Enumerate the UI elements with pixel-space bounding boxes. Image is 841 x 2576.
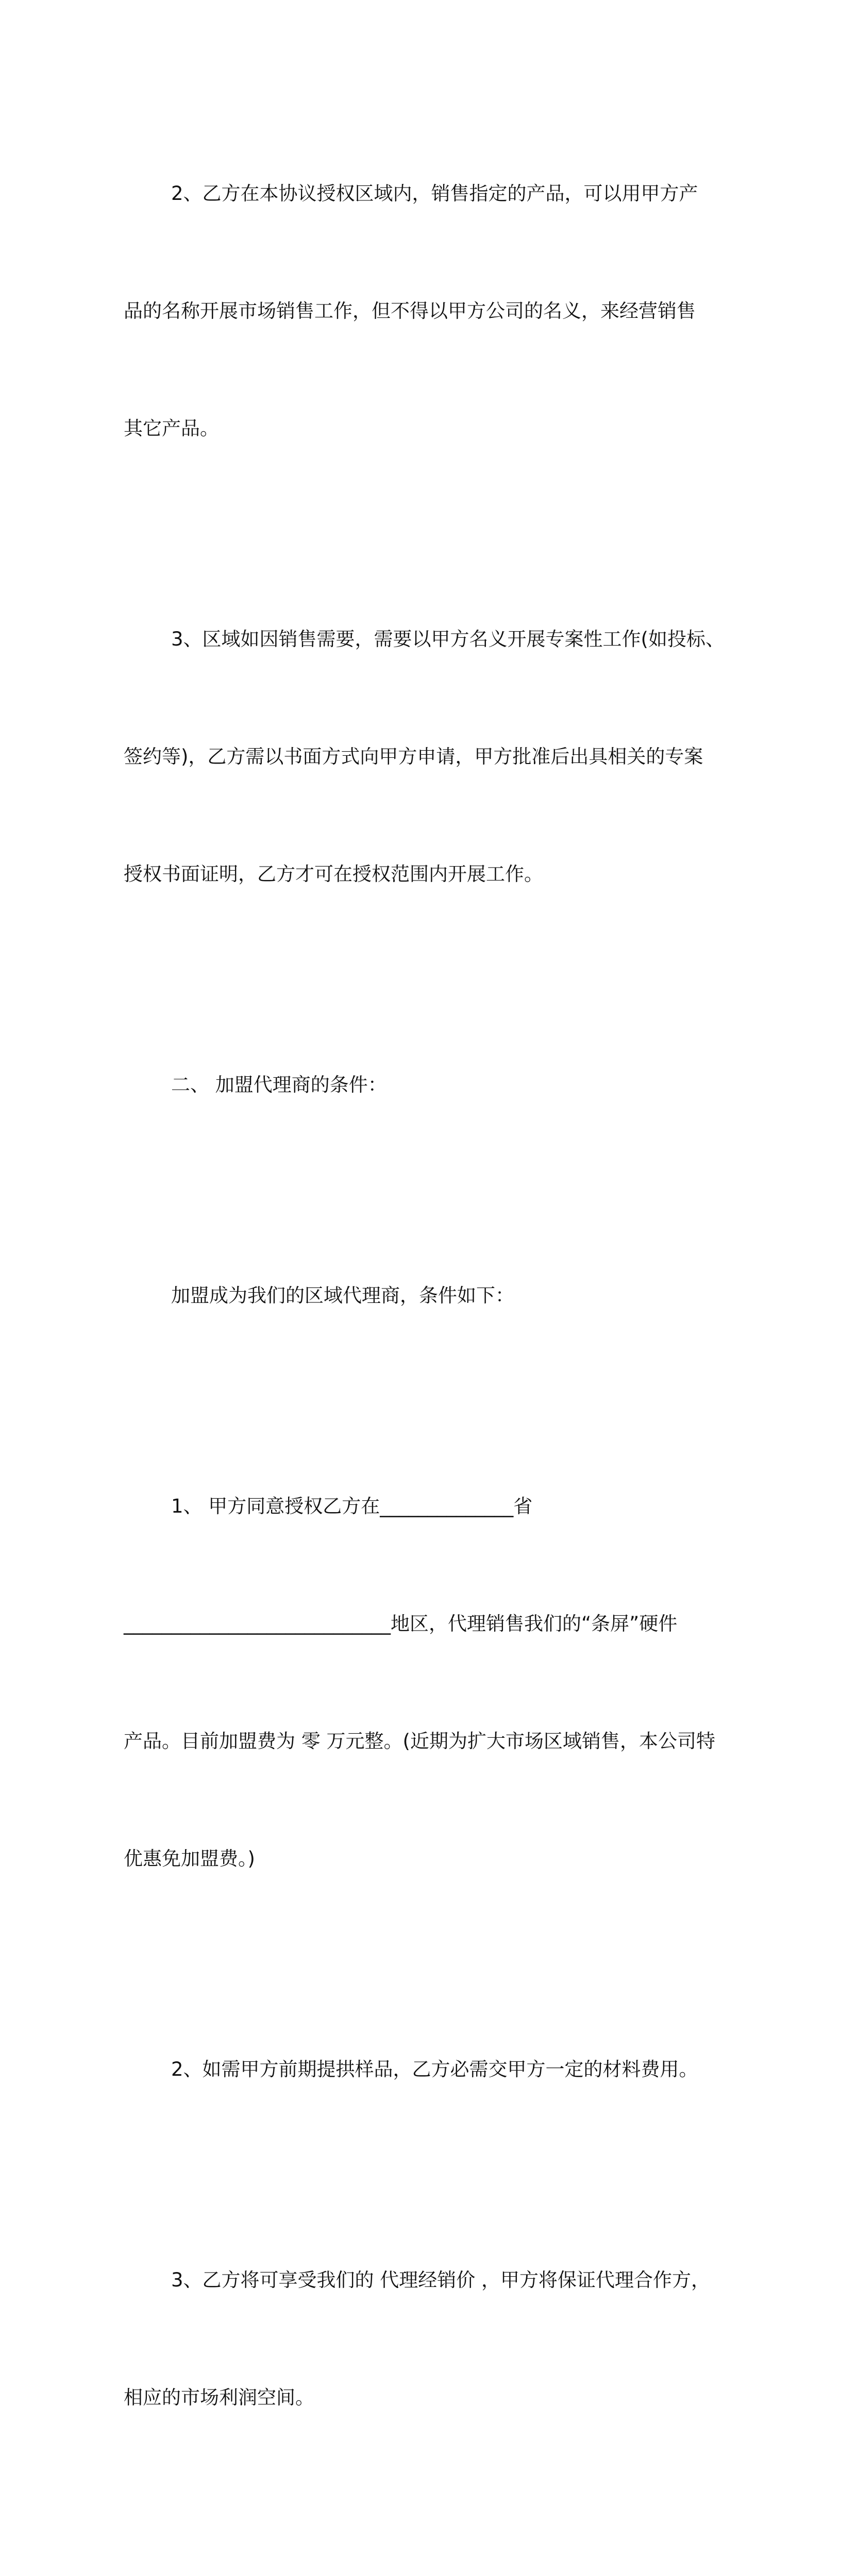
paragraph-line: 相应的市场利润空间。 [124, 2386, 314, 2409]
paragraph-line: 1、 甲方同意授权乙方在______________省 [171, 1495, 533, 1517]
paragraph-item-2 [124, 96, 721, 527]
paragraph-line: 签约等)，乙方需以书面方式向甲方申请，甲方批准后出具相关的专案 [124, 745, 703, 768]
section-heading-text: 二、 加盟代理商的条件： [171, 1074, 387, 1096]
paragraph-line: 3、区域如因销售需要，需要以甲方名义开展专案性工作(如投标、 [171, 628, 725, 650]
paragraph-line: 品的名称开展市场销售工作，但不得以甲方公司的名义，来经营销售 [124, 300, 696, 322]
conditions-intro [124, 1198, 721, 1394]
condition-4 [124, 2511, 721, 2576]
condition-3 [124, 2182, 721, 2496]
paragraph-line: 优惠免加盟费。) [124, 1848, 255, 1870]
paragraph-line: ____________________________地区，代理销售我们的“条屏”硬件 [124, 1613, 678, 1635]
paragraph-line: 2、乙方在本协议授权区域内，销售指定的产品，可以用甲方产 [171, 182, 698, 205]
document-body [124, 96, 725, 2576]
paragraph-line: 授权书面证明，乙方才可在授权范围内开展工作。 [124, 863, 543, 885]
paragraph-item-3 [124, 541, 725, 972]
paragraph-line: 加盟成为我们的区域代理商，条件如下： [171, 1284, 514, 1307]
condition-1 [124, 1409, 721, 1957]
section-heading [124, 987, 721, 1183]
paragraph-line: 其它产品。 [124, 417, 219, 439]
paragraph-line: 产品。目前加盟费为 零 万元整。(近期为扩大市场区域销售，本公司特 [124, 1730, 715, 1752]
paragraph-line: 3、乙方将可享受我们的 代理经销价 ，甲方将保证代理合作方， [171, 2269, 711, 2291]
paragraph-line: 2、如需甲方前期提拱样品，乙方必需交甲方一定的材料费用。 [171, 2058, 698, 2080]
condition-2 [124, 1972, 721, 2167]
